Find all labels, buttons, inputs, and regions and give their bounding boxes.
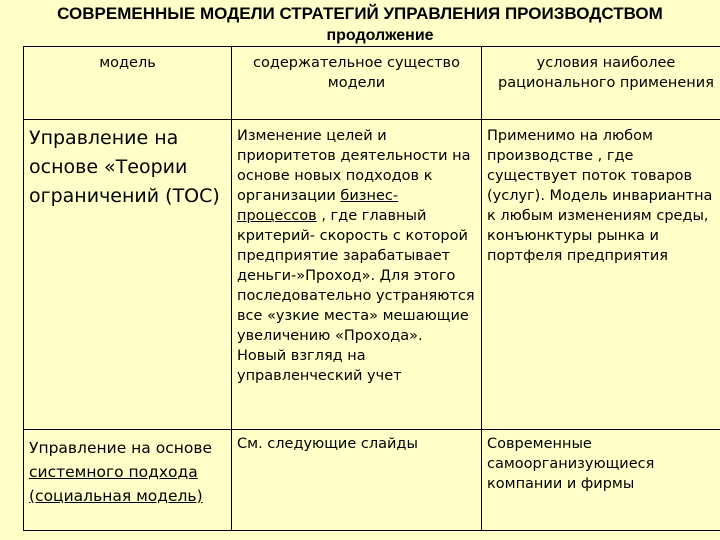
header-model: модель (24, 47, 232, 120)
essence-text-start: Изменение целей и приоритетов деятельности на основе новых подходов к организации (237, 128, 471, 204)
header-conditions: условия наиболее рационального применения (482, 47, 720, 120)
table-row (24, 430, 720, 531)
model-text-start: Управление на основе (29, 439, 213, 457)
header-essence: содержательное существо модели (232, 47, 482, 120)
table-header-row (24, 47, 720, 120)
conditions-cell: Применимо на любом производстве , где существует поток товаров (услуг). Модель инвариантна к любым изменениям среды, конъюнктуры рынка и портфеля предприятия (482, 120, 720, 430)
essence-text-end: , где главный критерий- скорость с которой предприятие зарабатывает деньги-»Проход». Для этого последовательно устраняются все «узкие места» мешающие увеличению «Прохода». Новый взгляд на управленческий учет (237, 208, 475, 384)
conditions-cell: Современные самоорганизующиеся компании и фирмы (482, 430, 720, 531)
model-cell (24, 430, 232, 531)
page-title: СОВРЕМЕННЫЕ МОДЕЛИ СТРАТЕГИЙ УПРАВЛЕНИЯ ПРОИЗВОДСТВОМ (57, 4, 663, 23)
business-processes-link[interactable]: бизнес-процессов (237, 188, 399, 224)
table-row (24, 120, 720, 430)
essence-cell: См. следующие слайды (232, 430, 482, 531)
essence-cell (232, 120, 482, 430)
system-approach-link[interactable]: системного подхода (социальная модель) (29, 463, 203, 505)
model-cell: Управление на основе «Теории ограничений (ТОС) (24, 120, 232, 430)
strategy-models-table (23, 46, 720, 531)
page-subtitle: продолжение (326, 27, 434, 44)
